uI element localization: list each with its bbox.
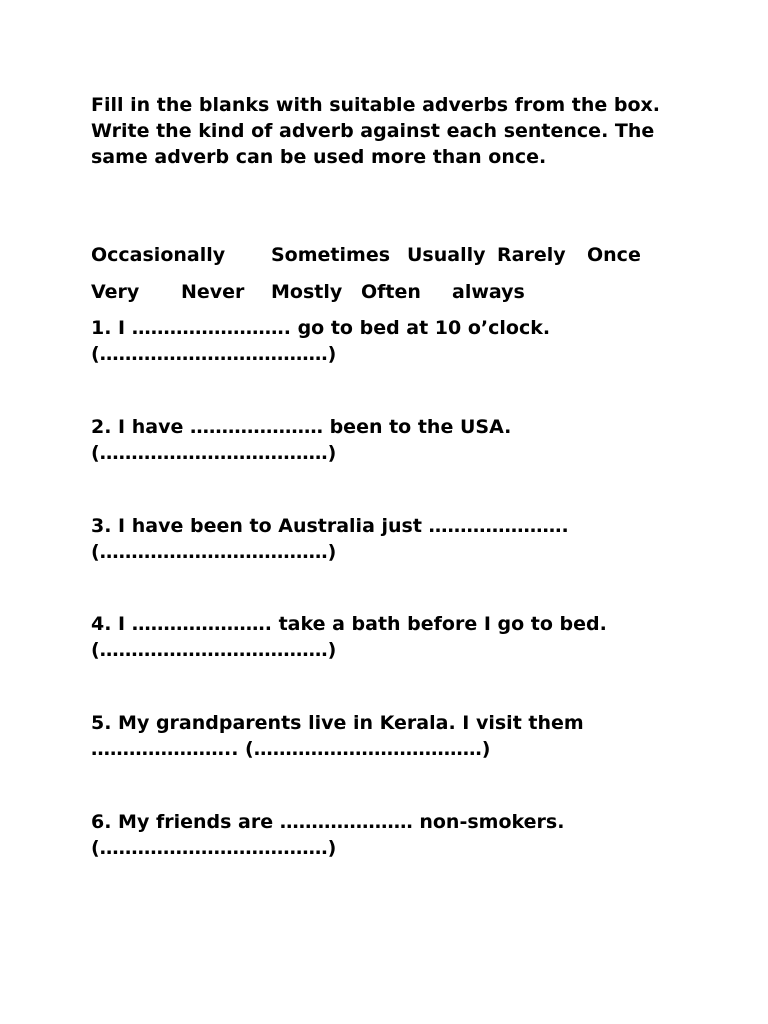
question-sentence: 6. My friends are ………………… non-smokers. bbox=[91, 811, 565, 833]
adverb-word: Very bbox=[91, 281, 140, 303]
adverb-word: Rarely bbox=[497, 244, 566, 266]
question-sentence: 2. I have ………………… been to the USA. bbox=[91, 416, 512, 438]
adverb-word: Once bbox=[587, 244, 641, 266]
question-2 bbox=[91, 414, 691, 466]
question-kind-blank: (………………………………) bbox=[91, 442, 337, 464]
question-3 bbox=[91, 513, 691, 565]
question-kind-blank: (………………………………) bbox=[91, 541, 337, 563]
question-1 bbox=[91, 315, 691, 367]
question-kind-blank: (………………………………) bbox=[91, 837, 337, 859]
question-sentence: 4. I …………………. take a bath before I go to bed. bbox=[91, 613, 607, 635]
instructions-text: Fill in the blanks with suitable adverbs from the box. Write the kind of adverb against each sentence. The same adverb can be used more than once. bbox=[91, 94, 660, 168]
question-kind-blank: (………………………………) bbox=[91, 639, 337, 661]
question-sentence: 3. I have been to Australia just …………………. bbox=[91, 515, 569, 537]
question-5 bbox=[91, 710, 691, 762]
question-kind-blank: (………………………………) bbox=[91, 343, 337, 365]
question-4 bbox=[91, 611, 691, 663]
adverb-word: Occasionally bbox=[91, 244, 226, 266]
question-sentence: 5. My grandparents live in Kerala. I visit them bbox=[91, 712, 584, 734]
adverb-word: Usually bbox=[407, 244, 486, 266]
question-kind-blank: ………………….. (………………………………) bbox=[91, 738, 491, 760]
adverb-word: always bbox=[452, 281, 525, 303]
question-6 bbox=[91, 809, 691, 861]
adverb-word: Mostly bbox=[271, 281, 343, 303]
adverb-word: Sometimes bbox=[271, 244, 391, 266]
adverb-word: Often bbox=[361, 281, 421, 303]
adverb-word: Never bbox=[181, 281, 245, 303]
question-sentence: 1. I ……………………. go to bed at 10 o’clock. bbox=[91, 317, 551, 339]
